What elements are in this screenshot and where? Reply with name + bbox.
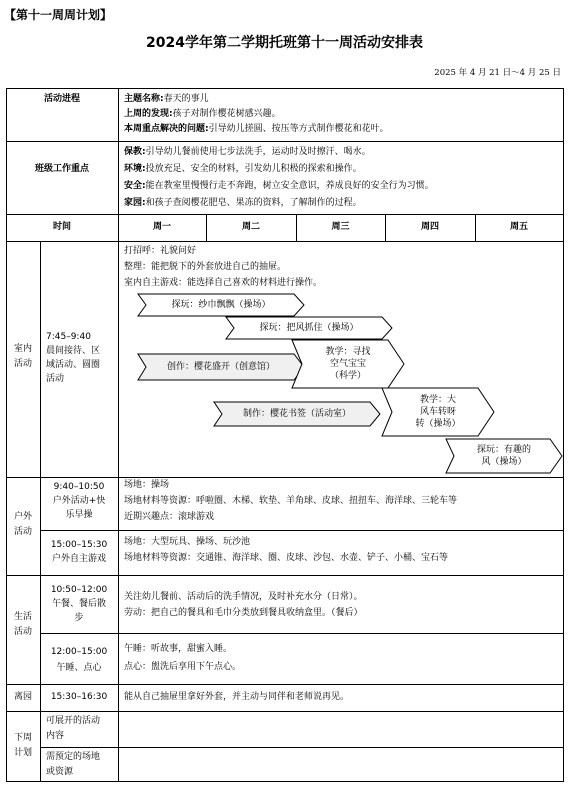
date-range: 2025 年 4 月 21 日～4 月 25 日 (434, 68, 561, 78)
day-header-tue: 周二 (241, 222, 260, 232)
activity-arrow: 教学：寻找 空气宝宝 （科学） (292, 340, 404, 388)
problem-line (124, 122, 389, 137)
next-week-resources-label: 需预定的场地 或资源 (46, 752, 101, 777)
activity-arrow: 探玩：纱巾飘飘（操场） (138, 294, 304, 316)
life-line: 午睡：听故事，甜蜜入睡。 (124, 644, 233, 654)
activity-progress-label: 活动进程 (43, 94, 80, 104)
time-header: 时间 (52, 222, 71, 232)
outdoor-line: 场地材料等资源：交通锥、海洋球、圈、皮球、沙包、水壶、铲子、小桶、宝石等 (124, 553, 449, 563)
class-focus-label: 班级工作重点 (34, 164, 89, 174)
life-line: 关注幼儿餐前、活动后的洗手情况，及时补充水分（日常）。 (124, 592, 363, 602)
life-time: 10:50–12:00 午餐、餐后散 步 (50, 585, 108, 623)
problem-value: 引导幼儿搓圆、按压等方式制作樱花和花叶。 (208, 124, 389, 134)
theme-value: 春天的事儿 (163, 94, 209, 104)
activity-arrow: 教学：大 风车转呀 转（操场） (382, 388, 494, 436)
activity-arrow: 探玩：有趣的 风（操场） (446, 439, 562, 473)
life-line: 点心：盥洗后享用下午点心。 (124, 662, 242, 672)
indoor-line: 整理：能把脱下的外套放进自己的抽屉。 (124, 262, 287, 272)
next-week-section-label: 下周 计划 (13, 733, 32, 758)
page-title: 2024学年第二学期托班第十一周活动安排表 (146, 35, 423, 51)
life-line: 劳动：把自己的餐具和毛巾分类放到餐具收纳盒里。（餐后） (124, 608, 363, 618)
last-week-value: 孩子对制作樱花树感兴趣。 (172, 109, 281, 119)
indoor-line: 室内自主游戏：能选择自己喜欢的材料进行操作。 (124, 278, 323, 288)
focus-item: 安全:能在教室里慢慢行走不奔跑，树立安全意识，养成良好的安全行为习惯。 (124, 181, 434, 191)
plan-tag: 【第十一周周计划】 (4, 8, 113, 22)
outdoor-time: 9:40–10:50 户外活动+快 乐早操 (52, 482, 106, 520)
last-week-line (124, 107, 281, 122)
focus-item: 环境:投放充足、安全的材料，引发幼儿积极的探索和操作。 (124, 164, 362, 174)
outdoor-time: 15:00–15:30 户外自主游戏 (50, 540, 108, 564)
last-week-label: 上周的发现: (124, 109, 173, 119)
day-header-thu: 周四 (420, 222, 439, 232)
life-time: 12:00–15:00 午睡、点心 (50, 647, 108, 673)
activity-arrow: 探玩：把风抓住（操场） (226, 317, 392, 339)
leave-time: 15:30–16:30 (50, 692, 108, 702)
outdoor-line: 场地材料等资源：呼啦圈、木梯、软垫、羊角球、皮球、扭扭车、海洋球、三轮车等 (124, 496, 458, 506)
outdoor-line: 近期兴趣点：滚球游戏 (124, 512, 215, 522)
outdoor-line: 场地：大型玩具、操场、玩沙池 (124, 537, 251, 547)
indoor-section-label: 室内 活动 (13, 344, 32, 369)
day-header-wed: 周三 (331, 222, 350, 232)
focus-item: 保教:引导幼儿餐前使用七步法洗手，运动时及时擦汗、喝水。 (124, 147, 371, 157)
indoor-line: 打招呼：礼貌问好 (124, 246, 197, 256)
leave-section-label: 离园 (13, 692, 32, 702)
focus-item: 家园:和孩子查阅樱花肥皂、果冻的资料，了解制作的过程。 (124, 198, 362, 208)
day-header-mon: 周一 (152, 222, 171, 232)
activity-arrow: 制作：樱花书签（活动室） (214, 402, 380, 426)
indoor-time: 7:45–9:40 晨间接待、区 域活动、圆圈 活动 (46, 332, 101, 384)
activity-arrow: 创作：樱花盛开（创意馆） (138, 354, 304, 380)
outdoor-section-label: 户外 活动 (13, 512, 32, 537)
theme-label: 主题名称: (124, 94, 164, 104)
problem-label: 本周重点解决的问题: (124, 124, 209, 134)
outdoor-line: 场地：操场 (124, 480, 170, 490)
theme-line (124, 92, 209, 107)
life-section-label: 生活 活动 (13, 612, 32, 637)
leave-content: 能从自己抽屉里拿好外套，并主动与同伴和老师说再见。 (124, 692, 350, 702)
next-week-activities-label: 可展开的活动 内容 (46, 716, 101, 741)
day-header-fri: 周五 (509, 222, 528, 232)
